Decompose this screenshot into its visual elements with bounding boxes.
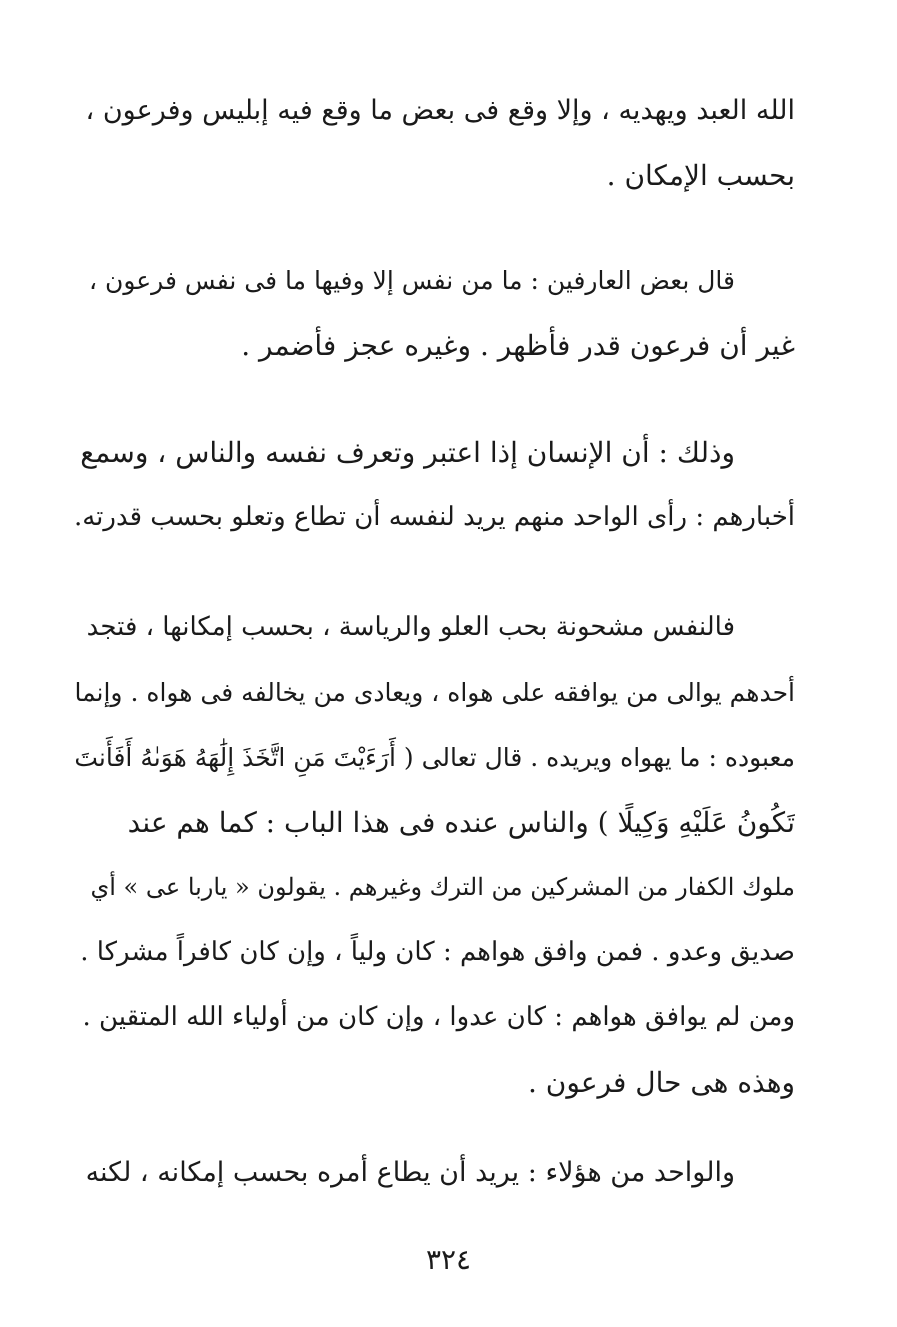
paragraph-4 [70,595,795,1115]
text-line: غير أن فرعون قدر فأظهر . وغيره عجز فأضمر . [241,329,795,362]
text-line: تَكُونُ عَلَيْهِ وَكِيلًا ) والناس عنده فى هذا الباب : كما هم عند [127,806,795,839]
text-line: وذلك : أن الإنسان إذا اعتبر وتعرف نفسه والناس ، وسمع [80,436,735,469]
text-line: صديق وعدو . فمن وافق هواهم : كان ولياً ، وإن كان كافراً مشركا . [80,937,795,967]
text-line: والواحد من هؤلاء : يريد أن يطاع أمره بحسب إمكانه ، لكنه [85,1157,735,1188]
text-line: وهذه هى حال فرعون . [527,1066,795,1099]
text-line: ملوك الكفار من المشركين من الترك وغيرهم . يقولون « ياربا عى » أي [90,873,795,901]
text-line: الله العبد ويهديه ، وإلا وقع فى بعض ما وقع فيه إبليس وفرعون ، [85,95,795,126]
text-line: أخبارهم : رأى الواحد منهم يريد لنفسه أن تطاع وتعلو بحسب قدرته. [73,502,795,532]
paragraph-2 [70,248,795,378]
text-line: ومن لم يوافق هواهم : كان عدوا ، وإن كان من أولياء الله المتقين . [82,1002,795,1032]
text-line: قال بعض العارفين : ما من نفس إلا وفيها ما فى نفس فرعون ، [88,266,735,295]
paragraph-3 [70,420,795,550]
text-line: أحدهم يوالى من يوافقه على هواه ، ويعادى من يخالفه فى هواه . وإنما [74,678,795,707]
paragraph-5 [70,1140,795,1205]
page-number: ٣٢٤ [425,1243,472,1276]
text-line: معبوده : ما يهواه ويريده . قال تعالى ( أَرَءَيْتَ مَنِ اتَّخَذَ إِلَٰهَهُ هَوَىٰهُ أَفَأَنتَ [74,743,795,772]
text-line: فالنفس مشحونة بحب العلو والرياسة ، بحسب إمكانها ، فتجد [86,612,735,642]
text-line: بحسب الإمكان . [606,159,795,192]
paragraph-1 [70,78,795,208]
